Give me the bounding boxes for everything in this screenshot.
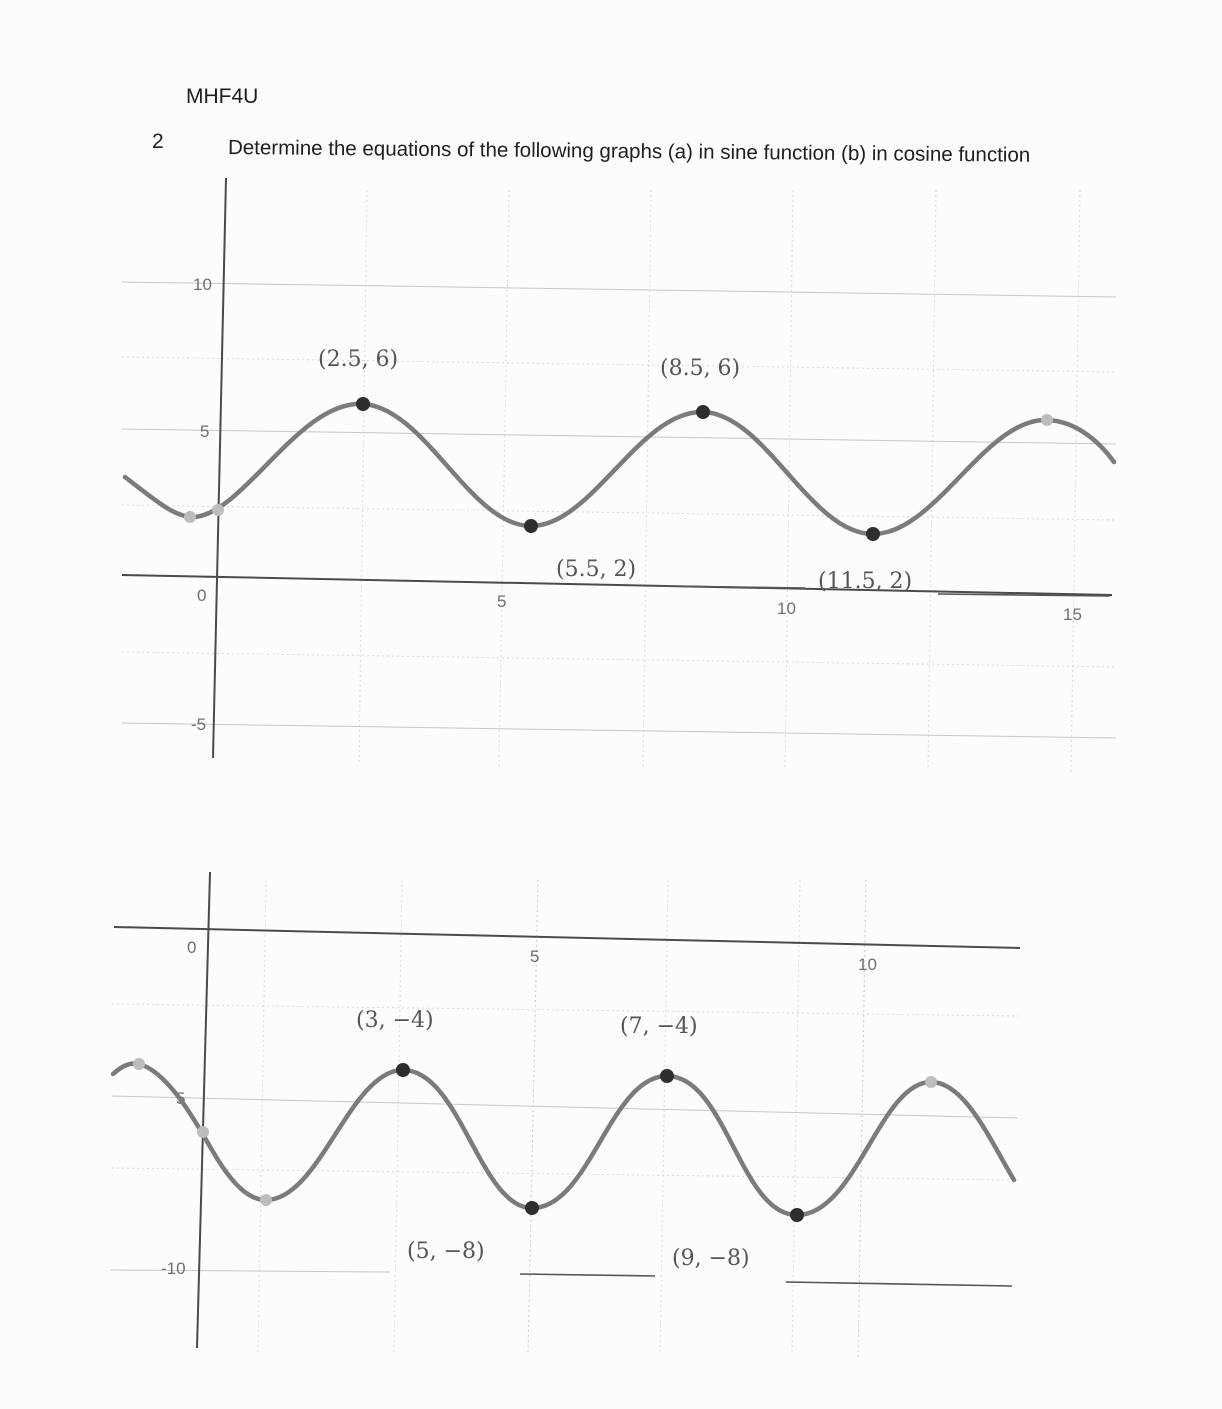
graph-2-x-axis <box>114 927 1020 948</box>
graph-1-y-tick-5: 5 <box>200 422 210 441</box>
graph-2-y-tick-5: 5 <box>176 1089 186 1108</box>
graph-1-sine-curve <box>125 404 1114 534</box>
graph-1-point-min-2 <box>866 527 880 541</box>
graph-2-label-min-2: (9, −8) <box>672 1246 750 1271</box>
graph-2-point-min-1 <box>525 1201 539 1215</box>
graph-1-x-tick-5: 5 <box>497 592 507 611</box>
graph-1-grid <box>122 190 1116 775</box>
graph-1-point-max-1 <box>356 397 370 411</box>
graph-1-x-tick-0: 0 <box>197 586 207 605</box>
graph-2-label-min-1: (5, −8) <box>407 1239 485 1264</box>
course-code: MHF4U <box>186 85 259 108</box>
graph-1-answer-blank-a[interactable] <box>660 586 805 588</box>
graph-2-point-max-2 <box>660 1069 674 1083</box>
graph-1-label-min-1: (5.5, 2) <box>556 557 637 582</box>
graph-2-y-axis <box>197 872 210 1348</box>
graph-2 <box>110 872 1020 1360</box>
question-text: Determine the equations of the following graphs (a) in sine function (b) in cosine function <box>227 136 1031 167</box>
graph-1-point-min-1 <box>524 519 538 533</box>
graph-2-point-min-2 <box>790 1208 804 1222</box>
graph-2-x-tick-5: 5 <box>530 947 540 966</box>
graph-1-aux-point <box>184 511 196 523</box>
graph-2-x-tick-10: 10 <box>858 955 877 974</box>
graph-1-y-tick-10: 10 <box>193 275 212 294</box>
graph-2-aux-point <box>197 1126 209 1138</box>
graph-2-label-max-1: (3, −4) <box>356 1008 434 1033</box>
graph-1-point-max-2 <box>696 405 710 419</box>
graph-2-aux-point <box>260 1194 272 1206</box>
graph-1-label-max-1: (2.5, 6) <box>318 347 399 372</box>
question-number: 2 <box>152 130 164 153</box>
graph-1-aux-point <box>1041 414 1053 426</box>
graph-2-point-max-1 <box>396 1063 410 1077</box>
graph-1-y-tick-neg5: -5 <box>191 715 207 734</box>
graph-1 <box>122 178 1116 775</box>
graph-1-x-tick-10: 10 <box>777 599 796 618</box>
graph-2-aux-point <box>925 1076 937 1088</box>
graph-2-grid <box>110 880 1018 1360</box>
graph-1-y-axis <box>213 178 226 758</box>
graph-2-sine-curve <box>113 1063 1014 1215</box>
graph-1-label-max-2: (8.5, 6) <box>660 356 741 381</box>
graph-2-answer-blank-b[interactable] <box>786 1282 1012 1286</box>
graph-2-x-tick-0: 0 <box>187 938 197 957</box>
graph-1-label-min-2: (11.5, 2) <box>818 569 913 594</box>
graph-2-aux-point <box>133 1058 145 1070</box>
graph-1-aux-point <box>212 504 224 516</box>
graph-2-answer-blank-a[interactable] <box>520 1274 655 1276</box>
graph-1-x-tick-15: 15 <box>1063 605 1082 624</box>
graph-2-y-tick-neg10: -10 <box>161 1259 186 1278</box>
graph-2-label-max-2: (7, −4) <box>620 1014 698 1039</box>
